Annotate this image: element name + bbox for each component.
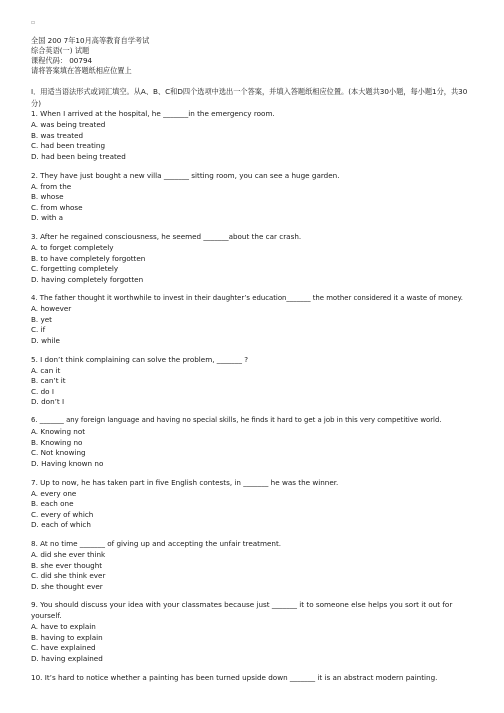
question-option: C. from whose — [31, 203, 83, 212]
question-option: B. yet — [31, 315, 52, 324]
question-option: B. Knowing no — [31, 438, 83, 447]
question-stem: 3. After he regained consciousness, he seemed _______about the car crash. — [31, 232, 302, 241]
question-option: B. each one — [31, 499, 74, 508]
question-option: D. she thought ever — [31, 582, 103, 591]
question-option: A. every one — [31, 489, 77, 498]
question-stem: 7. Up to now, he has taken part in five English contests, in _______ he was the winner. — [31, 478, 339, 487]
question-option: D. having completely forgotten — [31, 275, 144, 284]
question-option: A. have to explain — [31, 622, 96, 631]
question-option: A. Knowing not — [31, 427, 86, 436]
question-option: C. Not knowing — [31, 448, 86, 457]
question-option: A. however — [31, 304, 72, 313]
question-option: B. was treated — [31, 131, 84, 140]
question-option: A. was being treated — [31, 120, 106, 129]
exam-title: 全国 200 7年10月高等教育自学考试 — [31, 36, 150, 45]
question-option: C. have explained — [31, 643, 96, 652]
exam-subject: 综合英语(一) 试题 — [31, 46, 90, 55]
question-option: B. having to explain — [31, 633, 103, 642]
question-stem: 1. When I arrived at the hospital, he _______in the emergency room. — [31, 109, 275, 118]
question-option: A. from the — [31, 182, 72, 191]
question-option: A. can it — [31, 366, 61, 375]
question-option: D. don’t I — [31, 397, 65, 406]
question-option: C. did she think ever — [31, 571, 106, 580]
question-option: C. every of which — [31, 510, 94, 519]
question-option: B. to have completely forgotten — [31, 254, 146, 263]
question-option: D. while — [31, 336, 60, 345]
question-option: D. had been being treated — [31, 152, 126, 161]
question-option: D. with a — [31, 213, 64, 222]
question-stem: 10. It’s hard to notice whether a painting has been turned upside down _______ it is an abstract modern painting. — [31, 673, 438, 682]
question-option: B. she ever thought — [31, 561, 103, 570]
course-code: 课程代码： 00794 — [31, 56, 93, 65]
question-stem: 6. _______ any foreign language and having no special skills, he finds it hard to get a job in this very competitive world. — [31, 416, 442, 424]
question-option: D. having explained — [31, 654, 103, 663]
question-option: A. to forget completely — [31, 243, 114, 252]
question-option: D. Having known no — [31, 459, 104, 468]
question-option: A. did she ever think — [31, 550, 106, 559]
question-stem: 2. They have just bought a new villa _______ sitting room, you can see a huge garden. — [31, 171, 340, 180]
answer-instruction: 请将答案填在答题纸相应位置上 — [31, 66, 132, 75]
question-option: B. whose — [31, 192, 64, 201]
question-option: C. had been treating — [31, 141, 106, 150]
question-option: D. each of which — [31, 520, 91, 529]
question-option: B. can’t it — [31, 376, 66, 385]
question-option: C. if — [31, 325, 46, 334]
question-stem: 5. I don’t think complaining can solve the problem, _______ ? — [31, 355, 249, 364]
section-heading: I．用适当语法形式或词汇填空。从A、B、C和D四个选项中选出一个答案，并填入答题纸相应位置。(本大题共30小题，每小题1分，共30分) — [31, 87, 468, 108]
question-option: C. forgetting completely — [31, 264, 119, 273]
question-option: C. do I — [31, 387, 54, 396]
page-marker: ▫ — [31, 19, 36, 26]
question-stem: 8. At no time _______ of giving up and accepting the unfair treatment. — [31, 539, 282, 548]
question-stem: 4. The father thought it worthwhile to invest in their daughter’s education_______ the mother considered it a waste of money. — [31, 294, 463, 302]
question-stem: 9. You should discuss your idea with your classmates because just _______ it to someone else helps you sort it out for yourself. — [31, 600, 453, 620]
